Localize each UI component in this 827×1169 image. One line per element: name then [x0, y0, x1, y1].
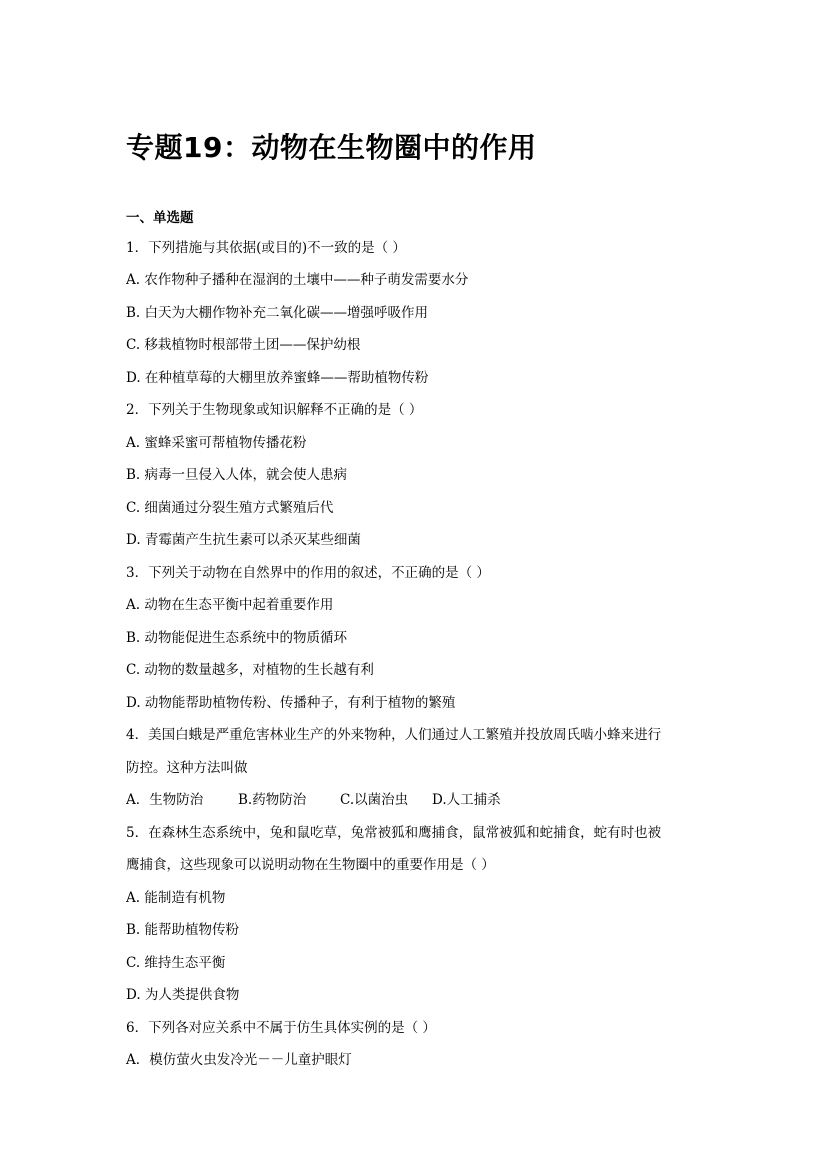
question-4-continued: 防控。这种方法叫做	[126, 760, 248, 776]
option-line: A. 动物在生态平衡中起着重要作用	[126, 597, 334, 613]
option-line: B. 病毒一旦侵入人体，就会使人患病	[126, 467, 348, 483]
option-line: A. 能制造有机物	[126, 890, 226, 906]
option-line: C. 移栽植物时根部带土团——保护幼根	[126, 337, 361, 353]
option-line: C. 动物的数量越多，对植物的生长越有利	[126, 662, 374, 678]
option-c: C.以菌治虫	[340, 792, 409, 808]
option-line: A．模仿萤火虫发冷光－－儿童护眼灯	[126, 1052, 352, 1068]
option-a: A．生物防治	[126, 792, 204, 808]
option-line: B. 动物能促进生态系统中的物质循环	[126, 630, 348, 646]
option-line: C. 细菌通过分裂生殖方式繁殖后代	[126, 500, 334, 516]
option-d: D.人工捕杀	[432, 792, 501, 808]
option-line: D. 动物能帮助植物传粉、传播种子，有利于植物的繁殖	[126, 695, 456, 711]
option-b: B.药物防治	[238, 792, 307, 808]
section-heading: 一、单选题	[126, 210, 194, 226]
option-line: B. 能帮助植物传粉	[126, 922, 240, 938]
question-5-continued: 鹰捕食，这些现象可以说明动物在生物圈中的重要作用是（ ）	[126, 857, 495, 873]
question-4-options	[126, 791, 501, 809]
page-title: 专题19：动物在生物圈中的作用	[126, 131, 537, 164]
option-line: B. 白天为大棚作物补充二氧化碳——增强呼吸作用	[126, 305, 429, 321]
option-line: C. 维持生态平衡	[126, 955, 226, 971]
question-2: 2．下列关于生物现象或知识解释不正确的是（ ）	[126, 402, 423, 418]
question-3: 3．下列关于动物在自然界中的作用的叙述，不正确的是（ ）	[126, 565, 490, 581]
option-line: D. 青霉菌产生抗生素可以杀灭某些细菌	[126, 532, 361, 548]
question-1: 1．下列措施与其依据(或目的)不一致的是（ ）	[126, 240, 406, 256]
option-line: D. 为人类提供食物	[126, 987, 240, 1003]
option-line: D. 在种植草莓的大棚里放养蜜蜂——帮助植物传粉	[126, 370, 429, 386]
question-6: 6．下列各对应关系中不属于仿生具体实例的是（ ）	[126, 1020, 436, 1036]
question-4: 4．美国白蛾是严重危害林业生产的外来物种，人们通过人工繁殖并投放周氏啮小蜂来进行	[126, 727, 662, 743]
option-line: A. 蜜蜂采蜜可帮植物传播花粉	[126, 435, 307, 451]
question-5: 5．在森林生态系统中，兔和鼠吃草，兔常被狐和鹰捕食，鼠常被狐和蛇捕食，蛇有时也被	[126, 825, 662, 841]
option-line: A. 农作物种子播种在湿润的土壤中——种子萌发需要水分	[126, 272, 469, 288]
